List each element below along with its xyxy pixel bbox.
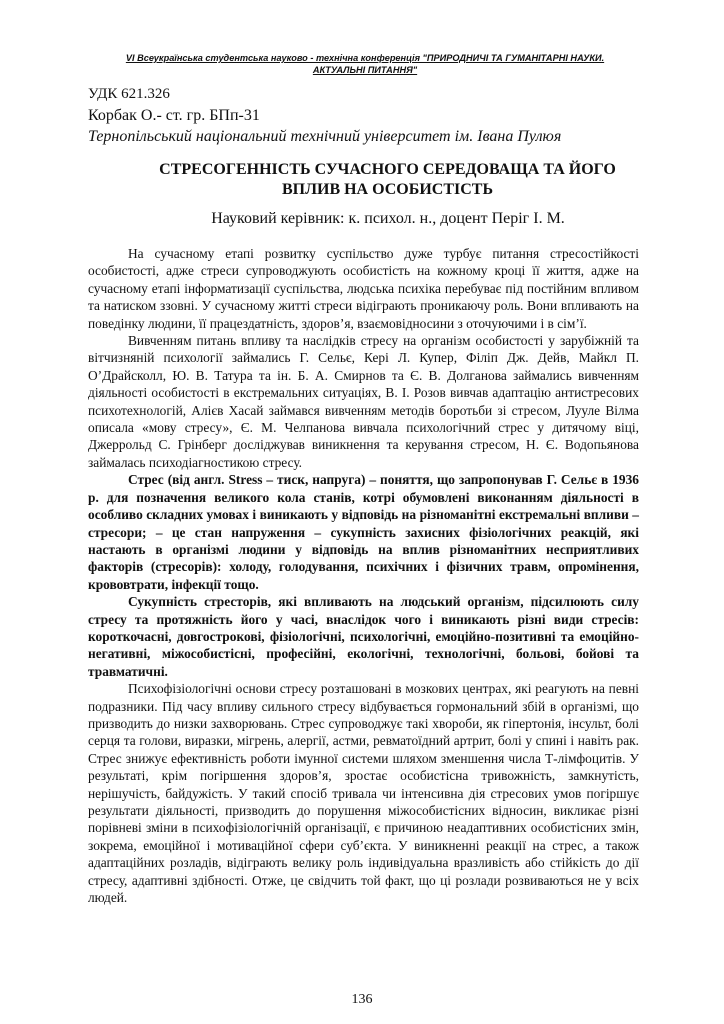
paragraph-intro: На сучасному етапі розвитку суспільство дуже турбує питання стресостійкості особистості, адже стреси супроводжують особистість на кожному кроці її життя, адже на сучасному етапі інформатизації суспільства, людська психіка перебуває під постійним впливом та натиском ззовні. У сучасному житті стреси відіграють проникаючу роль. Вони впливають на поведінку людини, її працездатність, здоров’я, взаємовідносини з оточуючими і в сім’ї. xyxy=(88,246,639,331)
conference-header-line2: АКТУАЛЬНІ ПИТАННЯ" xyxy=(312,65,418,75)
paper-title-line1: СТРЕСОГЕННІСТЬ СУЧАСНОГО СЕРЕДОВАЩА ТА ЙОГО xyxy=(159,161,616,178)
udk-code: УДК 621.326 xyxy=(88,86,170,102)
page-number: 136 xyxy=(351,992,373,1007)
university-line: Тернопільський національний технічний університет ім. Івана Пулюя xyxy=(88,128,562,145)
paper-title xyxy=(110,160,665,200)
supervisor-line: Науковий керівник: к. психол. н., доцент Періг І. М. xyxy=(211,210,565,227)
conference-header xyxy=(60,52,670,76)
paragraph-stress-types: Сукупність стресторів, які впливають на людський організм, підсилюють силу стресу та протяжність його у часі, внаслідок чого і виникають різні види стресів: короткочасні, довгострокові, фізіологічні, психологічні, емоційно-позитивні та емоційно-негативні, міжособистісні, професійні, екологічні, технологічні, больові, бойові та травматичні. xyxy=(88,594,639,679)
article-body xyxy=(88,245,639,906)
author-line: Корбак О.- ст. гр. БПп-31 xyxy=(88,107,260,124)
paragraph-stress-definition: Стрес (від англ. Stress – тиск, напруга) – поняття, що запропонував Г. Сельє в 1936 р. для позначення великого кола станів, котрі обумовлені виконанням діяльності в особливо складних умовах і виникають у відповідь на різноманітні екстремальні впливи – стресори; – це стан напруження – сукупність захисних фізіологічних реакцій, які настають в організмі людини у відповідь на вплив різноманітних несприятливих факторів (стресорів): холоду, голодування, психічних і фізичних травм, опромінення, крововтрати, інфекції тощо. xyxy=(88,472,639,592)
paragraph-psychophysiology: Психофізіологічні основи стресу розташовані в мозкових центрах, які реагують на певні подразники. Під часу впливу сильного стресу відбувається гормональний збій в організмі, що призводить до низки захворювань. Стрес супроводжує такі хвороби, як гіпертонія, інсульт, болі серця та голови, виразки, мігрень, алергії, астми, ревматоїдний артрит, болі у спині і навіть рак. Стрес знижує ефективність роботи імунної системи шляхом зменшення числа Т-лімфоцитів. У результаті, крім погіршення здоров’я, зростає особистісна тривожність, замкнутість, нерішучість, байдужість. У такий спосіб тривала чи інтенсивна дія стресових умов погіршує результати діяльності, призводить до порушення міжособистісних відносин, викликає різні порівневі зміни в психофізіологічній організації, є причиною неадаптивних особистісних змін, зокрема, емоційної і мотиваційної сфери суб’єкта. У виникненні реакції на стрес, а також адаптаційних розладів, відіграють велику роль індивідуальна вразливість або стійкість до дії стресу, адаптивні здібності. Отже, це свідчить той факт, що ці розлади розвиваються не у всіх людей. xyxy=(88,681,639,906)
conference-header-line1: VI Всеукраїнська студентська науково - технічна конференція "ПРИРОДНИЧІ ТА ГУМАНІТАРНІ НАУКИ. xyxy=(125,53,605,63)
paper-title-line2: ВПЛИВ НА ОСОБИСТІСТЬ xyxy=(281,181,494,198)
paragraph-researchers: Вивченням питань впливу та наслідків стресу на організм особистості у зарубіжній та вітчизняній психології займались Г. Сельє, Кері Л. Купер, Філіп Дж. Дейв, Майкл П. О’Драйсколл, Ю. В. Татура та ін. Б. А. Смирнов та Є. В. Долганова займались вивченням діяльності особистості в екстремальних ситуаціях, В. І. Розов вивчав адаптацію антистресових психотехнологій, Алієв Хасай займався вивченням методів боротьби зі стресом, Лууле Вілма описала «мову стресу», Є. М. Челпанова вивчала психологічний стрес у дитячому віці, Джеррольд С. Грінберг досліджував виникнення та керування стресом, Н. Є. Водопьянова займалась психодіагностикою стресу. xyxy=(88,333,639,470)
